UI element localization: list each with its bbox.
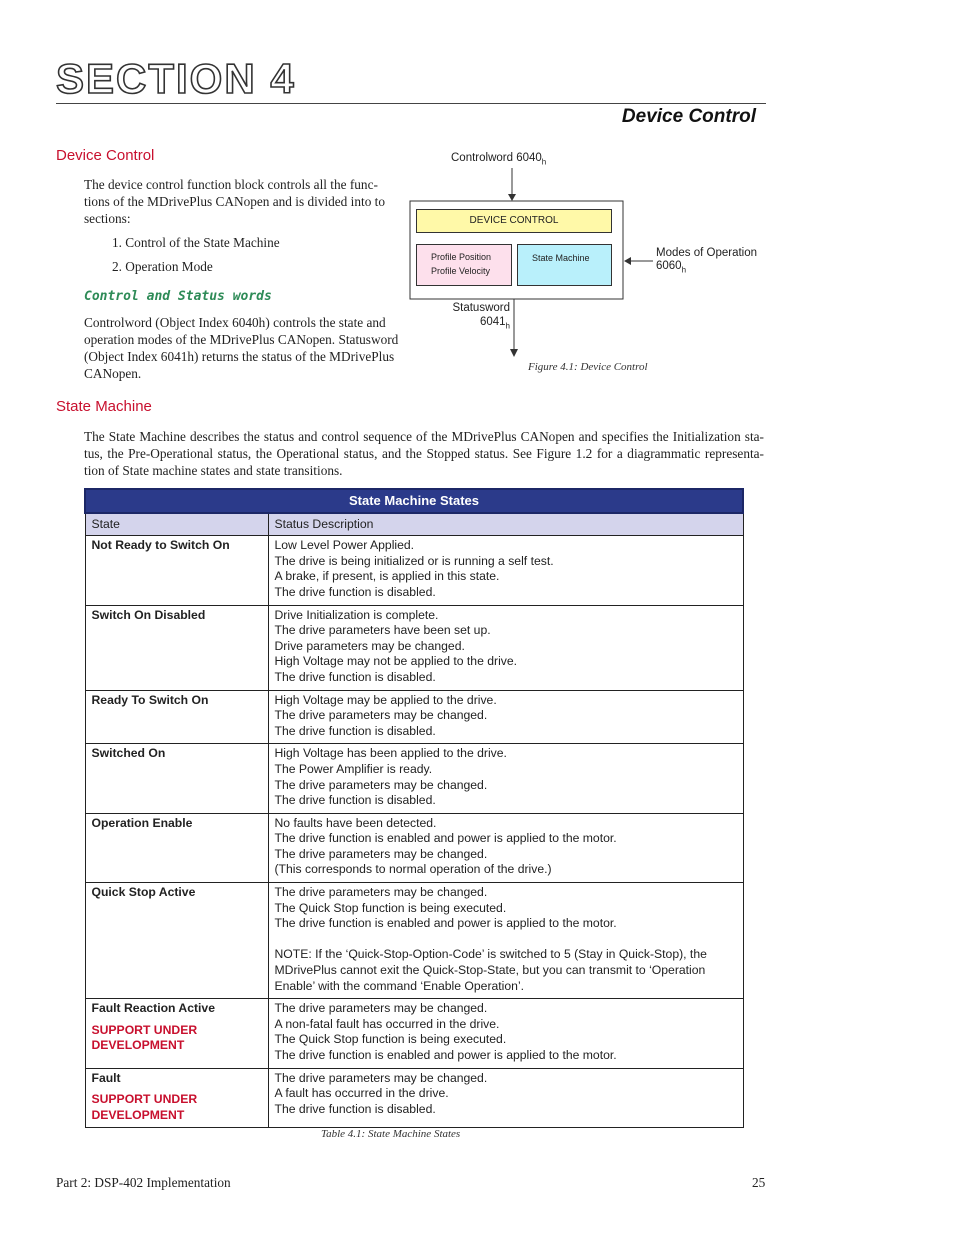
status-description-cell: [268, 813, 743, 882]
table-row: [85, 1068, 743, 1128]
state-cell: [85, 536, 268, 605]
device-control-intro: The device control function block controls all the func- tions of the MDrivePlus CANopen and is divided into to sections:: [84, 177, 386, 226]
status-line: The Power Amplifier is ready.: [274, 761, 433, 776]
table-row: [85, 999, 743, 1068]
state-name: Fault Reaction Active: [91, 1001, 215, 1016]
state-cell: [85, 1068, 268, 1128]
profile-box: [416, 244, 512, 286]
status-line: The drive parameters may be changed.: [274, 777, 488, 792]
section-title: SECTION 4: [56, 55, 296, 102]
status-line: The drive function is disabled.: [274, 669, 436, 684]
state-cell: [85, 690, 268, 744]
status-line: The drive function is enabled and power is applied to the motor.: [274, 916, 617, 931]
table-caption: Table 4.1: State Machine States: [321, 1128, 461, 1140]
state-machine-table: [84, 488, 744, 1128]
status-line: [275, 932, 737, 948]
controlword-label: Controlword $6040_h$: [451, 152, 547, 167]
status-line: High Voltage has been applied to the drive.: [274, 746, 507, 761]
status-line: Drive Initialization is complete.: [274, 607, 439, 622]
status-description-cell: [268, 605, 743, 690]
table-row: [85, 883, 743, 999]
header-rule: [56, 103, 766, 104]
list-item: 2. Operation Mode: [112, 259, 213, 274]
status-description-cell: [268, 999, 743, 1068]
development-note: SUPPORT UNDER DEVELOPMENT: [91, 1092, 198, 1122]
status-line: The drive function is disabled.: [274, 793, 436, 808]
state-name: Switch On Disabled: [91, 607, 206, 622]
status-line: NOTE: If the ‘Quick-Stop-Option-Code’ is switched to 5 (Stay in Quick-Stop), the MDrivePlus cannot exit the Quick-Stop-State, but you can transmit to ‘Operation Enable’ with the command ‘Enable Operation’.: [274, 947, 707, 993]
status-line: The drive parameters have been set up.: [274, 623, 491, 638]
table-row: [85, 690, 743, 744]
status-line: A non-fatal fault has occurred in the drive.: [274, 1016, 500, 1031]
status-line: The drive is being initialized or is running a self test.: [274, 553, 554, 568]
status-line: The drive parameters may be changed.: [274, 708, 488, 723]
state-name: Switched On: [91, 746, 166, 761]
device-control-label: DEVICE CONTROL: [469, 215, 559, 226]
development-note: SUPPORT UNDER DEVELOPMENT: [91, 1022, 198, 1053]
chapter-title: Device Control: [621, 106, 756, 127]
status-line: The drive parameters may be changed.: [274, 885, 488, 900]
status-line: The drive function is enabled and power is applied to the motor.: [274, 1048, 617, 1062]
page-number: 25: [752, 1175, 766, 1190]
status-line: A fault has occurred in the drive.: [274, 1086, 449, 1101]
status-line: High Voltage may not be applied to the drive.: [274, 654, 518, 669]
status-description-cell: [268, 744, 743, 813]
status-line: The drive function is disabled.: [274, 584, 436, 599]
state-name: Quick Stop Active: [91, 885, 196, 900]
state-name: Ready To Switch On: [91, 692, 209, 707]
status-description-cell: [268, 536, 743, 605]
status-line: No faults have been detected.: [274, 815, 437, 830]
column-header-status: Status Description: [268, 513, 743, 536]
state-machine-heading: State Machine: [56, 398, 152, 415]
state-machine-label: State Machine: [532, 253, 590, 263]
state-name: Not Ready to Switch On: [91, 538, 230, 553]
state-cell: [85, 744, 268, 813]
table-row: [85, 536, 743, 605]
modes-of-operation-label: Modes of Operation $6060_h$: [656, 247, 758, 275]
status-line: Low Level Power Applied.: [274, 538, 415, 553]
device-control-box: [416, 209, 612, 233]
list-item: 1. Control of the State Machine: [112, 235, 280, 250]
footer-left: Part 2: DSP-402 Implementation: [56, 1175, 231, 1190]
figure-caption: Figure 4.1: Device Control: [528, 361, 648, 373]
state-cell: [85, 999, 268, 1068]
status-line: The drive parameters may be changed.: [274, 1070, 488, 1085]
profile-velocity-label: Profile Velocity: [431, 266, 491, 276]
state-cell: [85, 883, 268, 999]
status-line: A brake, if present, is applied in this state.: [274, 569, 500, 584]
table-row: [85, 813, 743, 882]
table-title: State Machine States: [85, 489, 743, 513]
table-row: [85, 744, 743, 813]
status-line: The Quick Stop function is being executed.: [274, 900, 507, 915]
status-line: Drive parameters may be changed.: [274, 638, 465, 653]
column-header-state: State: [85, 513, 268, 536]
state-machine-paragraph: The State Machine describes the status and control sequence of the MDrivePlus CANopen and specifies the Initialization sta- tus, the Pre-Operational status, the Operational status, and the Stopped status. See Figure 1.2 for a diagrammatic representa- tion of State machine states and state transitions.: [84, 429, 764, 478]
status-line: The Quick Stop function is being executed.: [274, 1032, 507, 1047]
status-line: The drive parameters may be changed.: [274, 1001, 488, 1016]
status-description-cell: [268, 1068, 743, 1128]
state-machine-box: [517, 244, 612, 286]
state-name: Fault: [91, 1070, 121, 1085]
status-line: The drive function is disabled.: [274, 723, 436, 738]
status-line: High Voltage may be applied to the drive.: [274, 692, 497, 707]
statusword-label: Statusword $6041_h$: [452, 302, 510, 331]
status-description-cell: [268, 883, 743, 999]
status-line: The drive function is enabled and power is applied to the motor.: [274, 831, 617, 846]
control-status-subheading: Control and Status words: [84, 289, 272, 304]
status-description-cell: [268, 690, 743, 744]
profile-position-label: Profile Position: [431, 252, 492, 262]
state-name: Operation Enable: [91, 815, 193, 830]
table-row: [85, 605, 743, 690]
state-cell: [85, 813, 268, 882]
status-line: (This corresponds to normal operation of the drive.): [274, 862, 552, 877]
control-status-paragraph: Controlword (Object Index 6040h) controls the state and operation modes of the MDrivePlus CANopen. Statusword (Object Index 6041h) returns the status of the MDrivePlus CANopen.: [84, 315, 399, 381]
status-line: The drive function is disabled.: [274, 1101, 436, 1116]
device-control-heading: Device Control: [56, 147, 155, 164]
state-cell: [85, 605, 268, 690]
status-line: The drive parameters may be changed.: [274, 846, 488, 861]
